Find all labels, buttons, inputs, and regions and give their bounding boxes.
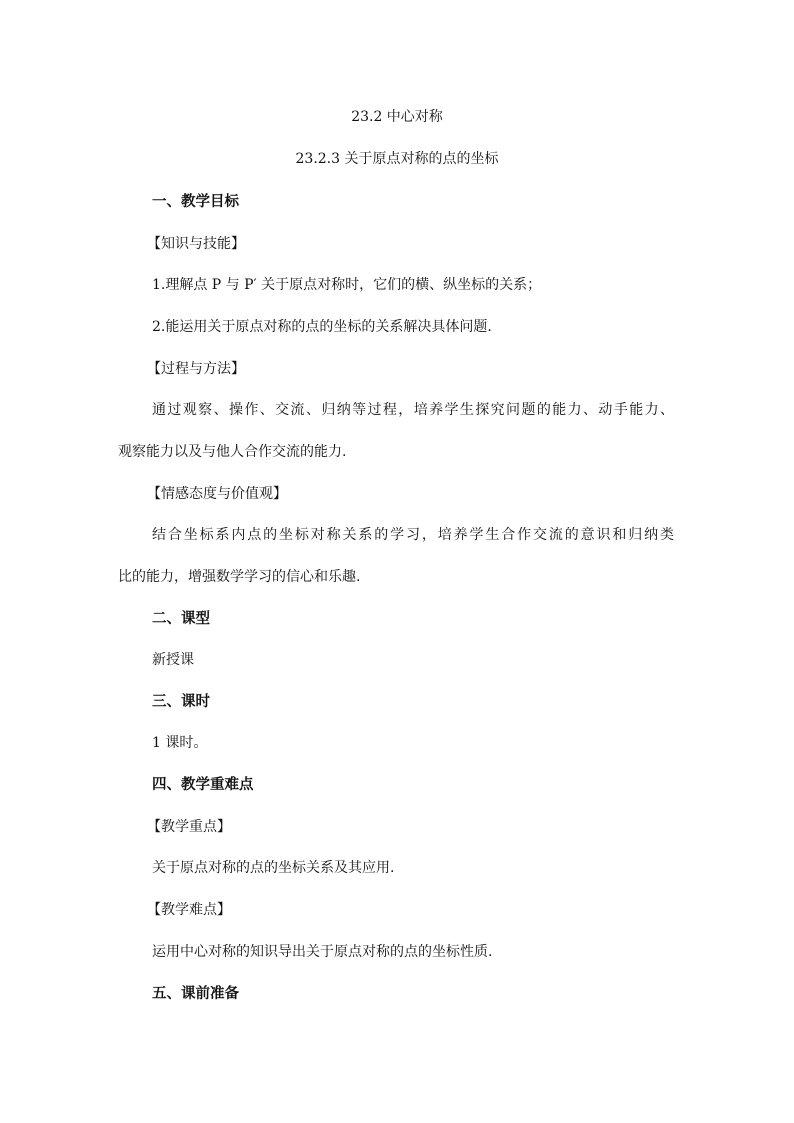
bracket-difficult-point: 【教学难点】 (147, 902, 231, 918)
subsection-title: 23.2.3 关于原点对称的点的坐标 (295, 151, 499, 167)
lesson-type-text: 新授课 (152, 652, 194, 668)
process-paragraph-line-2: 观察能力以及与他人合作交流的能力. (118, 444, 347, 460)
heading-preparation: 五、课前准备 (152, 986, 239, 1002)
heading-lesson-type: 二、课型 (152, 611, 210, 627)
process-paragraph-line-1: 通过观察、操作、交流、归纳等过程，培养学生探究问题的能力、动手能力、 (152, 402, 674, 418)
emotion-paragraph-line-1: 结合坐标系内点的坐标对称关系的学习，培养学生合作交流的意识和归纳类 (152, 527, 674, 543)
knowledge-item-2: 2.能运用关于原点对称的点的坐标的关系解决具体问题. (152, 319, 492, 335)
bracket-emotion-values: 【情感态度与价值观】 (147, 486, 287, 502)
key-point-text: 关于原点对称的点的坐标关系及其应用. (152, 860, 395, 876)
class-hours-text: 1 课时。 (152, 735, 208, 751)
emotion-paragraph-line-2: 比的能力，增强数学学习的信心和乐趣. (118, 569, 361, 585)
heading-teaching-goals: 一、教学目标 (152, 194, 239, 210)
difficult-point-text: 运用中心对称的知识导出关于原点对称的点的坐标性质. (152, 944, 493, 960)
bracket-key-point: 【教学重点】 (147, 819, 231, 835)
heading-key-difficult-points: 四、教学重难点 (152, 777, 254, 793)
heading-class-hours: 三、课时 (152, 694, 210, 710)
section-title: 23.2 中心对称 (351, 109, 443, 125)
knowledge-item-1: 1.理解点 P 与 P′ 关于原点对称时，它们的横、纵坐标的关系； (152, 277, 542, 293)
bracket-knowledge-skills: 【知识与技能】 (147, 236, 245, 252)
bracket-process-method: 【过程与方法】 (147, 361, 245, 377)
